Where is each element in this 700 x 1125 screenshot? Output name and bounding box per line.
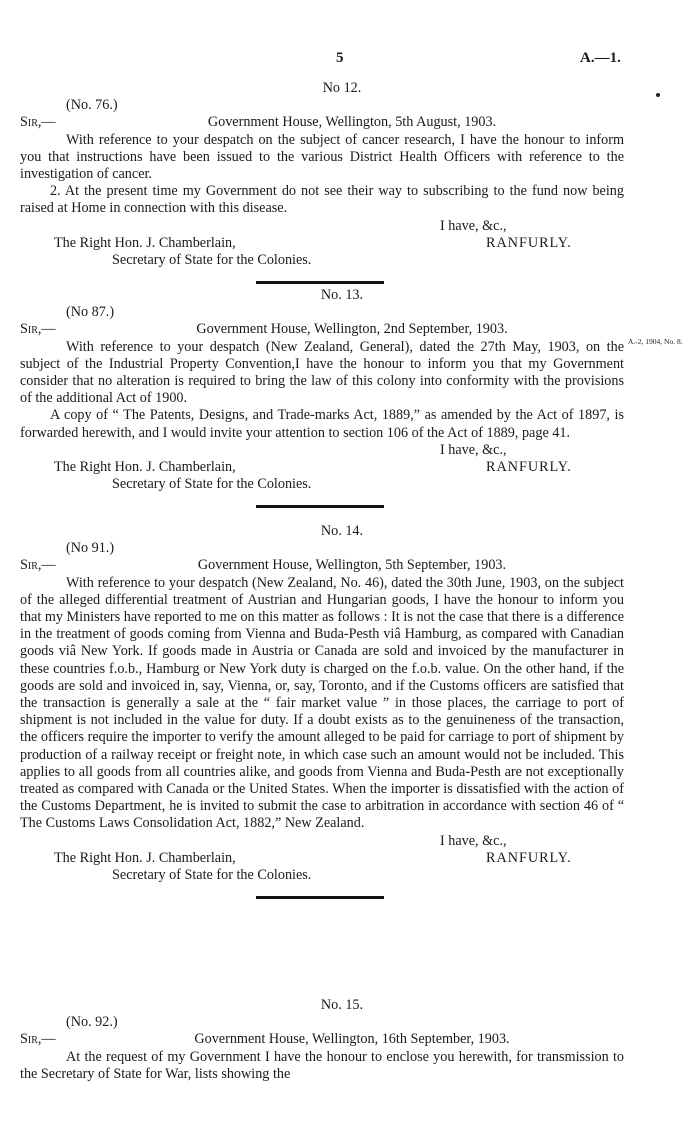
- margin-note: A.-2, 1904, No. 8.: [628, 337, 683, 346]
- letter-ref: (No 91.): [66, 540, 115, 557]
- salutation: Sir,—: [20, 557, 56, 574]
- addressee: The Right Hon. J. Chamberlain,: [54, 849, 236, 866]
- letter-no-15: [20, 997, 624, 1083]
- paragraph: With reference to your despatch (New Zealand, No. 46), dated the 30th June, 1903, on the subject of the alleged differential treatment of Austrian and Hungarian goods, I have the honour to inform you that my Ministers have reported to me on this matter as follows : It is not the case that there is a difference in the treatment of goods coming from Vienna and Buda-Pesth viâ Hamburg, as compared with Canadian goods viâ New York. If goods made in Austria or Canada are sold and invoiced by the manufacturer in these countries f.o.b., Hamburg or New York duty is charged on the f.o.b. value. On the other hand, if the goods are sold and invoiced in, say, Vienna, or, say, Toronto, and if the Customs officers are satisfied that the transaction is generally a sale at the “ fair market value ” in those places, the carriage to port of shipment is not included in the value for duty. If a doubt exists as to the genuineness of the transaction, the officers require the importer to verify the amount alleged to be paid for carriage to port of shipment by production of a railway receipt or freight note, in which case such an amount would not be included. This applies to all goods from all countries alike, and goods from Vienna and Buda-Pesth are not exceptionally treated as compared with Canada or the United States. When the importer is dissatisfied with the action of the Customs Department, he is invited to submit the case to arbitration in accordance with section 46 of “ The Customs Laws Consolidation Act, 1882,” New Zealand.: [20, 574, 624, 832]
- paragraph: 2. At the present time my Government do not see their way to subscribing to the fund now being raised at Home in connection with this disease.: [20, 183, 624, 217]
- closing-line: [20, 833, 624, 850]
- paragraph: With reference to your despatch (New Zealand, General), dated the 27th May, 1903, on the subject of the Industrial Property Convention,I have the honour to inform you that my Government consider that no alteration is required to bring the law of this colony into conformity with the provisions of the additional Act of 1900.: [20, 338, 624, 407]
- paragraph: With reference to your despatch on the subject of cancer research, I have the honour to inform you that instructions have been issued to the various District Health Officers with reference to the investigation of cancer.: [20, 131, 624, 182]
- address-line: [20, 459, 624, 476]
- salutation: Sir,—: [20, 1031, 56, 1048]
- document-reference: A.—1.: [580, 50, 621, 66]
- letter-number: No. 13.: [320, 287, 364, 303]
- place-date: Government House, Wellington, 2nd September, 1903.: [196, 321, 508, 338]
- salutation-line: [20, 114, 624, 131]
- closing: I have, &c.,: [440, 832, 507, 849]
- salutation-line: [20, 321, 624, 338]
- addressee: The Right Hon. J. Chamberlain,: [54, 234, 236, 251]
- salutation: Sir,—: [20, 321, 56, 338]
- address-line: [20, 850, 624, 867]
- place-date: Government House, Wellington, 5th August, 1903.: [207, 114, 497, 131]
- letter-no-14: [20, 523, 624, 899]
- addressee: The Right Hon. J. Chamberlain,: [54, 459, 236, 475]
- letter-ref: (No 87.): [66, 304, 115, 321]
- margin-dot: [656, 93, 660, 97]
- addressee-title: Secretary of State for the Colonies.: [112, 476, 312, 493]
- addressee-title: Secretary of State for the Colonies.: [112, 251, 312, 268]
- letter-number: No 12.: [322, 80, 362, 96]
- closing-line: [20, 218, 624, 235]
- page-number: 5: [336, 50, 344, 66]
- closing-line: [20, 442, 624, 459]
- salutation-line: [20, 557, 624, 574]
- paragraph: At the request of my Government I have the honour to enclose you herewith, for transmission to the Secretary of State for War, lists showing the: [20, 1048, 624, 1082]
- letter-no-12: [20, 80, 624, 284]
- signature: RANFURLY.: [486, 849, 572, 866]
- place-date: Government House, Wellington, 5th September, 1903.: [197, 557, 507, 574]
- closing: I have, &c.,: [440, 441, 507, 458]
- salutation: Sir,—: [20, 114, 56, 131]
- section-divider: [256, 505, 384, 508]
- letter-number: No. 14.: [320, 523, 364, 539]
- signature: RANFURLY.: [486, 234, 572, 251]
- letter-number: No. 15.: [320, 997, 364, 1013]
- letter-no-13: [20, 287, 624, 508]
- letter-ref: (No. 92.): [66, 1014, 118, 1031]
- addressee-title: Secretary of State for the Colonies.: [112, 867, 312, 884]
- closing: I have, &c.,: [440, 217, 507, 234]
- place-date: Government House, Wellington, 16th September, 1903.: [194, 1031, 510, 1048]
- signature: RANFURLY.: [486, 459, 572, 475]
- salutation-line: [20, 1031, 624, 1048]
- section-divider: [256, 896, 384, 899]
- address-line: [20, 235, 624, 252]
- section-divider: [256, 281, 384, 284]
- paragraph: A copy of “ The Patents, Designs, and Trade-marks Act, 1889,” as amended by the Act of 1897, is forwarded herewith, and I would invite your attention to section 106 of the Act of 1889, page 41.: [20, 407, 624, 441]
- letter-ref: (No. 76.): [66, 97, 118, 114]
